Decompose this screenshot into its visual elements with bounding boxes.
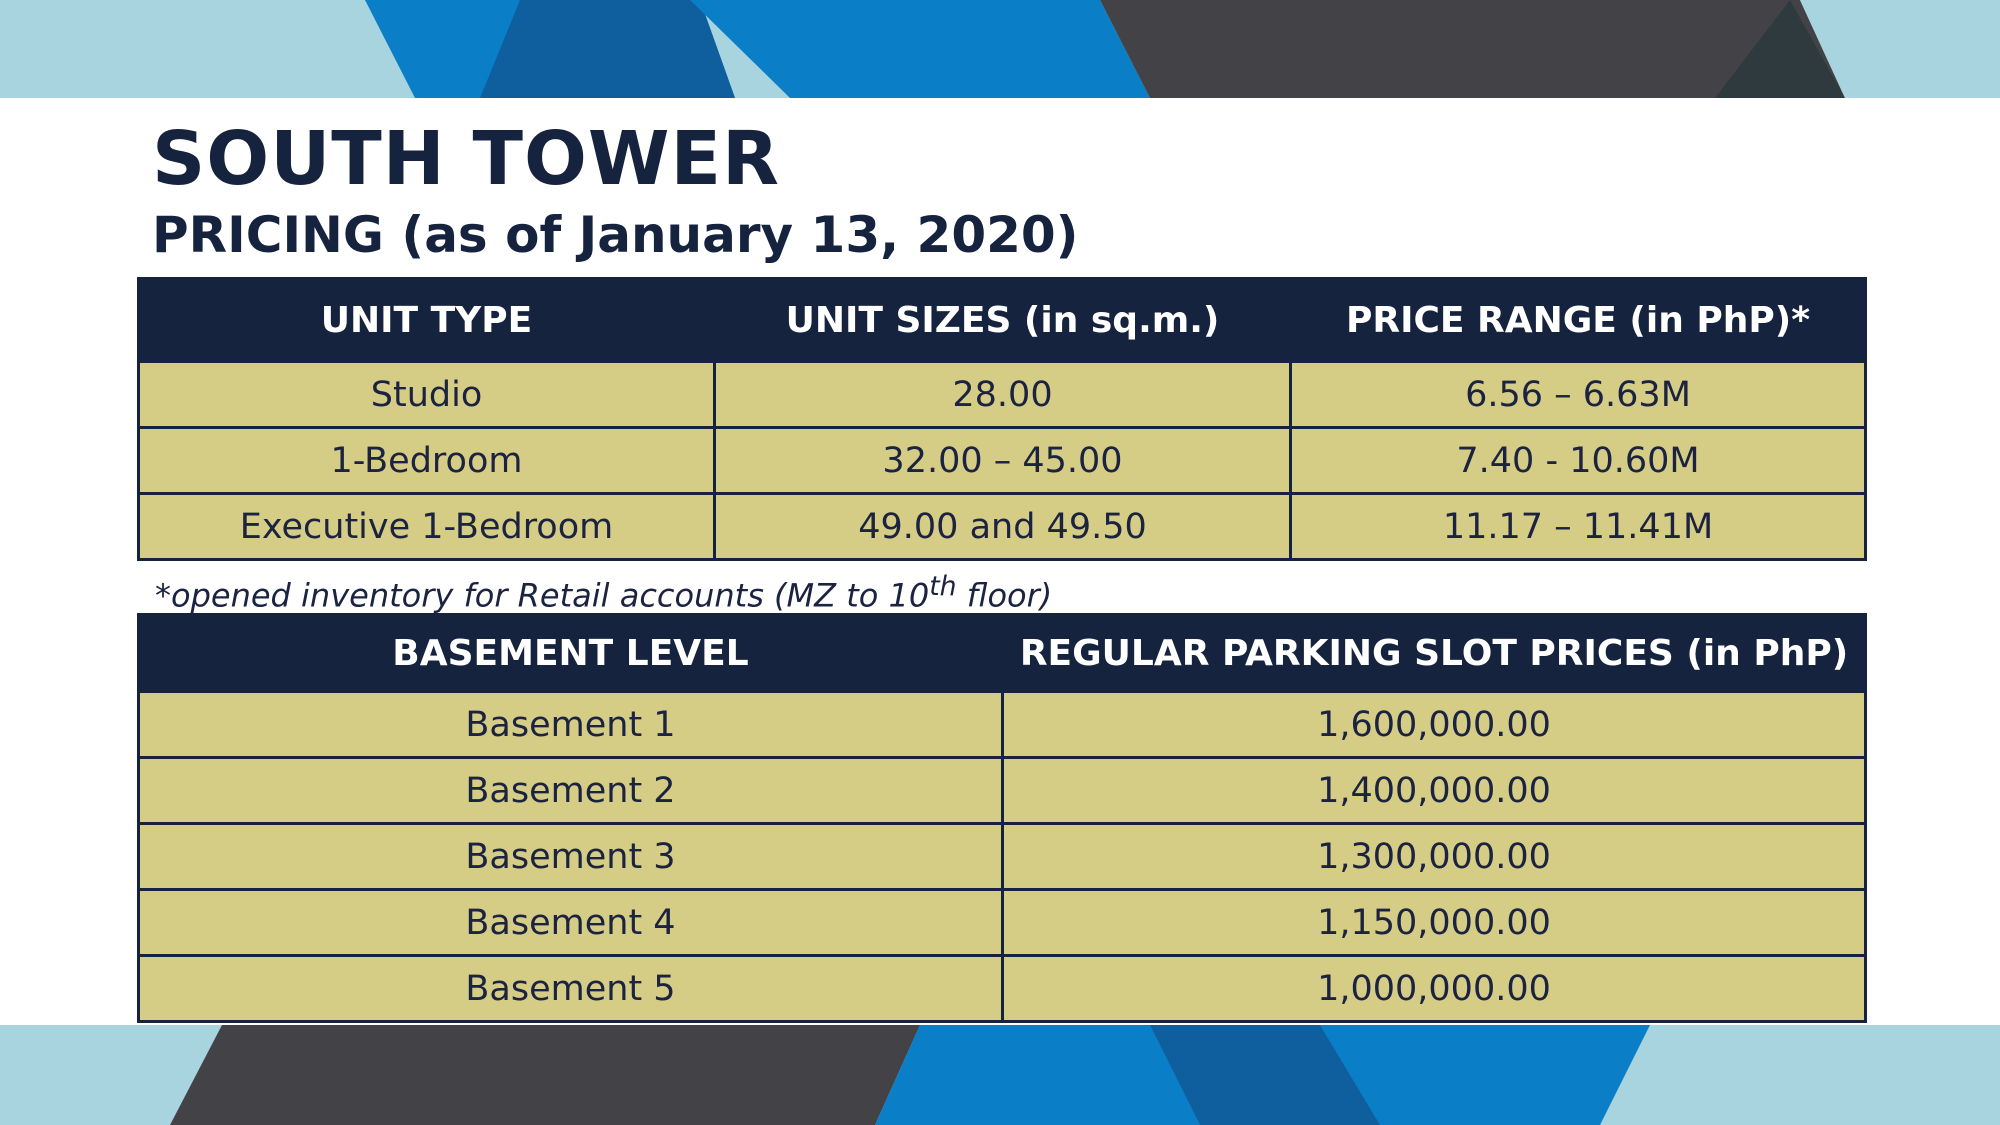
top-decorative-band: [0, 0, 2000, 98]
price-range-cell: 6.56 – 6.63M: [1291, 362, 1866, 428]
footnote-text: *opened inventory for Retail accounts (MZ to 10: [155, 576, 930, 615]
inventory-footnote: [155, 562, 1052, 621]
top-triangle-pattern: [0, 0, 2000, 98]
table-header-row: [139, 615, 1866, 692]
bottom-triangle-pattern: [0, 1025, 2000, 1125]
footnote-superscript: th: [929, 571, 957, 602]
price-range-cell: 11.17 – 11.41M: [1291, 494, 1866, 560]
unit-size-cell: 28.00: [715, 362, 1291, 428]
page-subtitle: PRICING (as of January 13, 2020): [152, 206, 1079, 264]
unit-type-cell: 1-Bedroom: [139, 428, 715, 494]
parking-pricing-table: [137, 613, 1867, 1023]
column-header-unit-sizes: UNIT SIZES (in sq.m.): [715, 279, 1291, 362]
parking-price-cell: 1,150,000.00: [1003, 890, 1866, 956]
basement-level-cell: Basement 4: [139, 890, 1003, 956]
footnote-suffix: floor): [956, 576, 1053, 615]
basement-level-cell: Basement 2: [139, 758, 1003, 824]
unit-type-cell: Studio: [139, 362, 715, 428]
parking-price-cell: 1,400,000.00: [1003, 758, 1866, 824]
parking-price-cell: 1,600,000.00: [1003, 692, 1866, 758]
table-row: [139, 956, 1866, 1022]
table-row: [139, 362, 1866, 428]
table-row: [139, 824, 1866, 890]
column-header-price-range: PRICE RANGE (in PhP)*: [1291, 279, 1866, 362]
unit-pricing-table: [137, 277, 1867, 561]
column-header-basement-level: BASEMENT LEVEL: [139, 615, 1003, 692]
basement-level-cell: Basement 1: [139, 692, 1003, 758]
column-header-parking-price: REGULAR PARKING SLOT PRICES (in PhP): [1003, 615, 1866, 692]
table-row: [139, 494, 1866, 560]
basement-level-cell: Basement 3: [139, 824, 1003, 890]
table-row: [139, 758, 1866, 824]
parking-price-cell: 1,300,000.00: [1003, 824, 1866, 890]
table-row: [139, 890, 1866, 956]
price-range-cell: 7.40 - 10.60M: [1291, 428, 1866, 494]
unit-size-cell: 32.00 – 45.00: [715, 428, 1291, 494]
page-title: SOUTH TOWER: [152, 116, 781, 202]
column-header-unit-type: UNIT TYPE: [139, 279, 715, 362]
basement-level-cell: Basement 5: [139, 956, 1003, 1022]
bottom-decorative-band: [0, 1025, 2000, 1125]
parking-price-cell: 1,000,000.00: [1003, 956, 1866, 1022]
table-row: [139, 692, 1866, 758]
unit-type-cell: Executive 1-Bedroom: [139, 494, 715, 560]
table-header-row: [139, 279, 1866, 362]
unit-size-cell: 49.00 and 49.50: [715, 494, 1291, 560]
table-row: [139, 428, 1866, 494]
